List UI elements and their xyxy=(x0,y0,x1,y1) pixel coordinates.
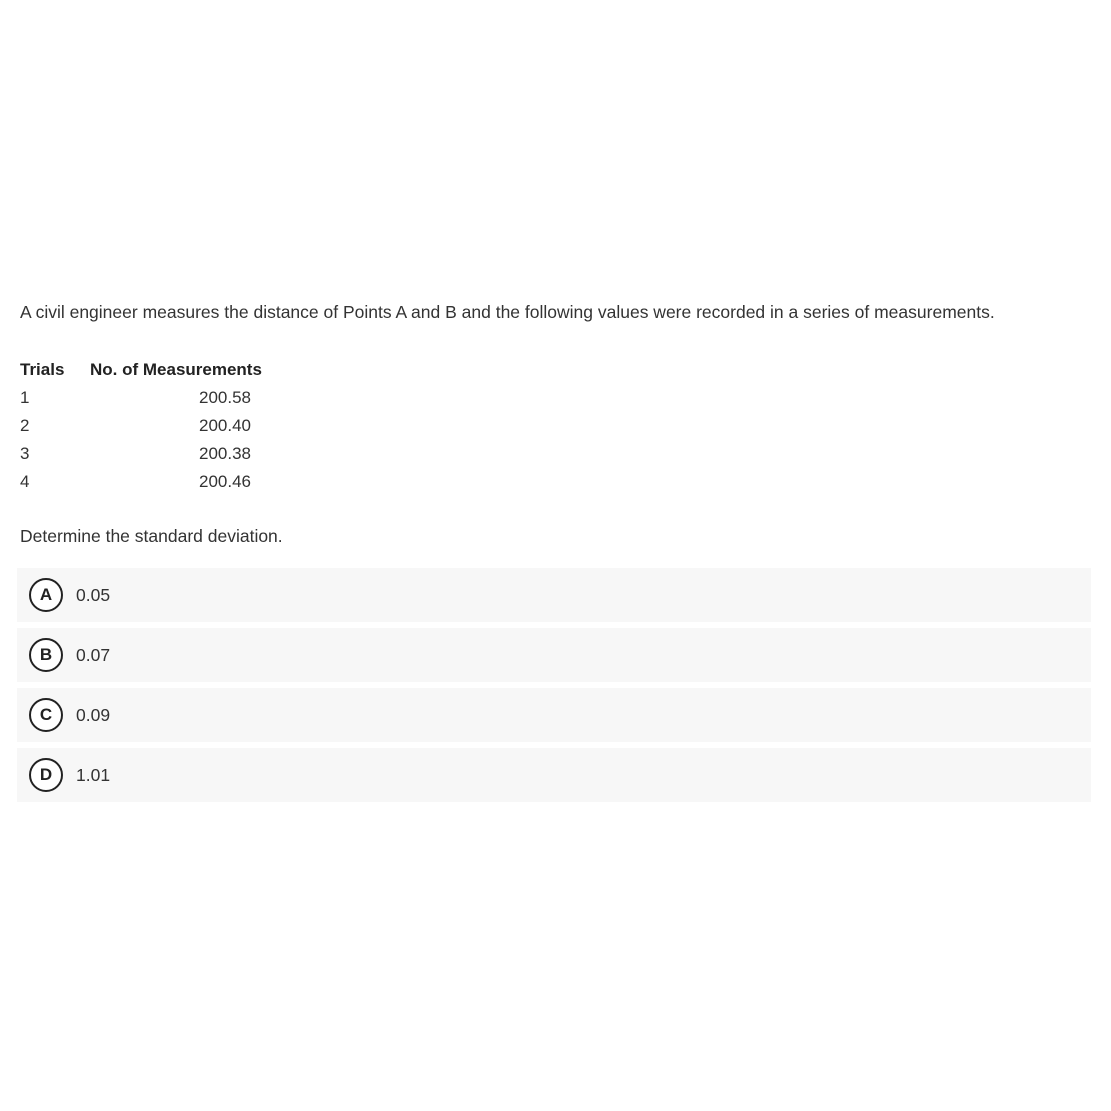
header-trials: Trials xyxy=(20,360,65,379)
answer-choices xyxy=(17,568,1091,808)
choice-letter-badge: B xyxy=(29,638,63,672)
table-row xyxy=(20,412,280,440)
choice-b[interactable] xyxy=(17,628,1091,682)
choice-d[interactable] xyxy=(17,748,1091,802)
choice-text: 0.07 xyxy=(76,644,111,665)
trial-number: 4 xyxy=(20,472,30,491)
table-header-row xyxy=(20,356,280,384)
measurement-value: 200.58 xyxy=(199,388,251,407)
table-row xyxy=(20,440,280,468)
trial-number: 3 xyxy=(20,444,30,463)
choice-a[interactable] xyxy=(17,568,1091,622)
table-row xyxy=(20,468,280,496)
measurement-value: 200.46 xyxy=(199,472,251,491)
header-measurements: No. of Measurements xyxy=(90,360,262,379)
question-block xyxy=(20,300,1090,548)
choice-letter-badge: D xyxy=(29,758,63,792)
choice-text: 0.09 xyxy=(76,704,111,725)
question-prompt: Determine the standard deviation. xyxy=(20,526,283,546)
table-row xyxy=(20,384,280,412)
choice-c[interactable] xyxy=(17,688,1091,742)
measurement-value: 200.38 xyxy=(199,444,251,463)
question-stem: A civil engineer measures the distance of Points A and B and the following values were recorded in a series of measurements. xyxy=(20,302,995,322)
measurements-table xyxy=(20,356,280,496)
choice-letter-badge: C xyxy=(29,698,63,732)
measurement-value: 200.40 xyxy=(199,416,251,435)
choice-text: 1.01 xyxy=(76,764,111,785)
choice-text: 0.05 xyxy=(76,584,111,605)
choice-letter-badge: A xyxy=(29,578,63,612)
trial-number: 1 xyxy=(20,388,30,407)
trial-number: 2 xyxy=(20,416,30,435)
